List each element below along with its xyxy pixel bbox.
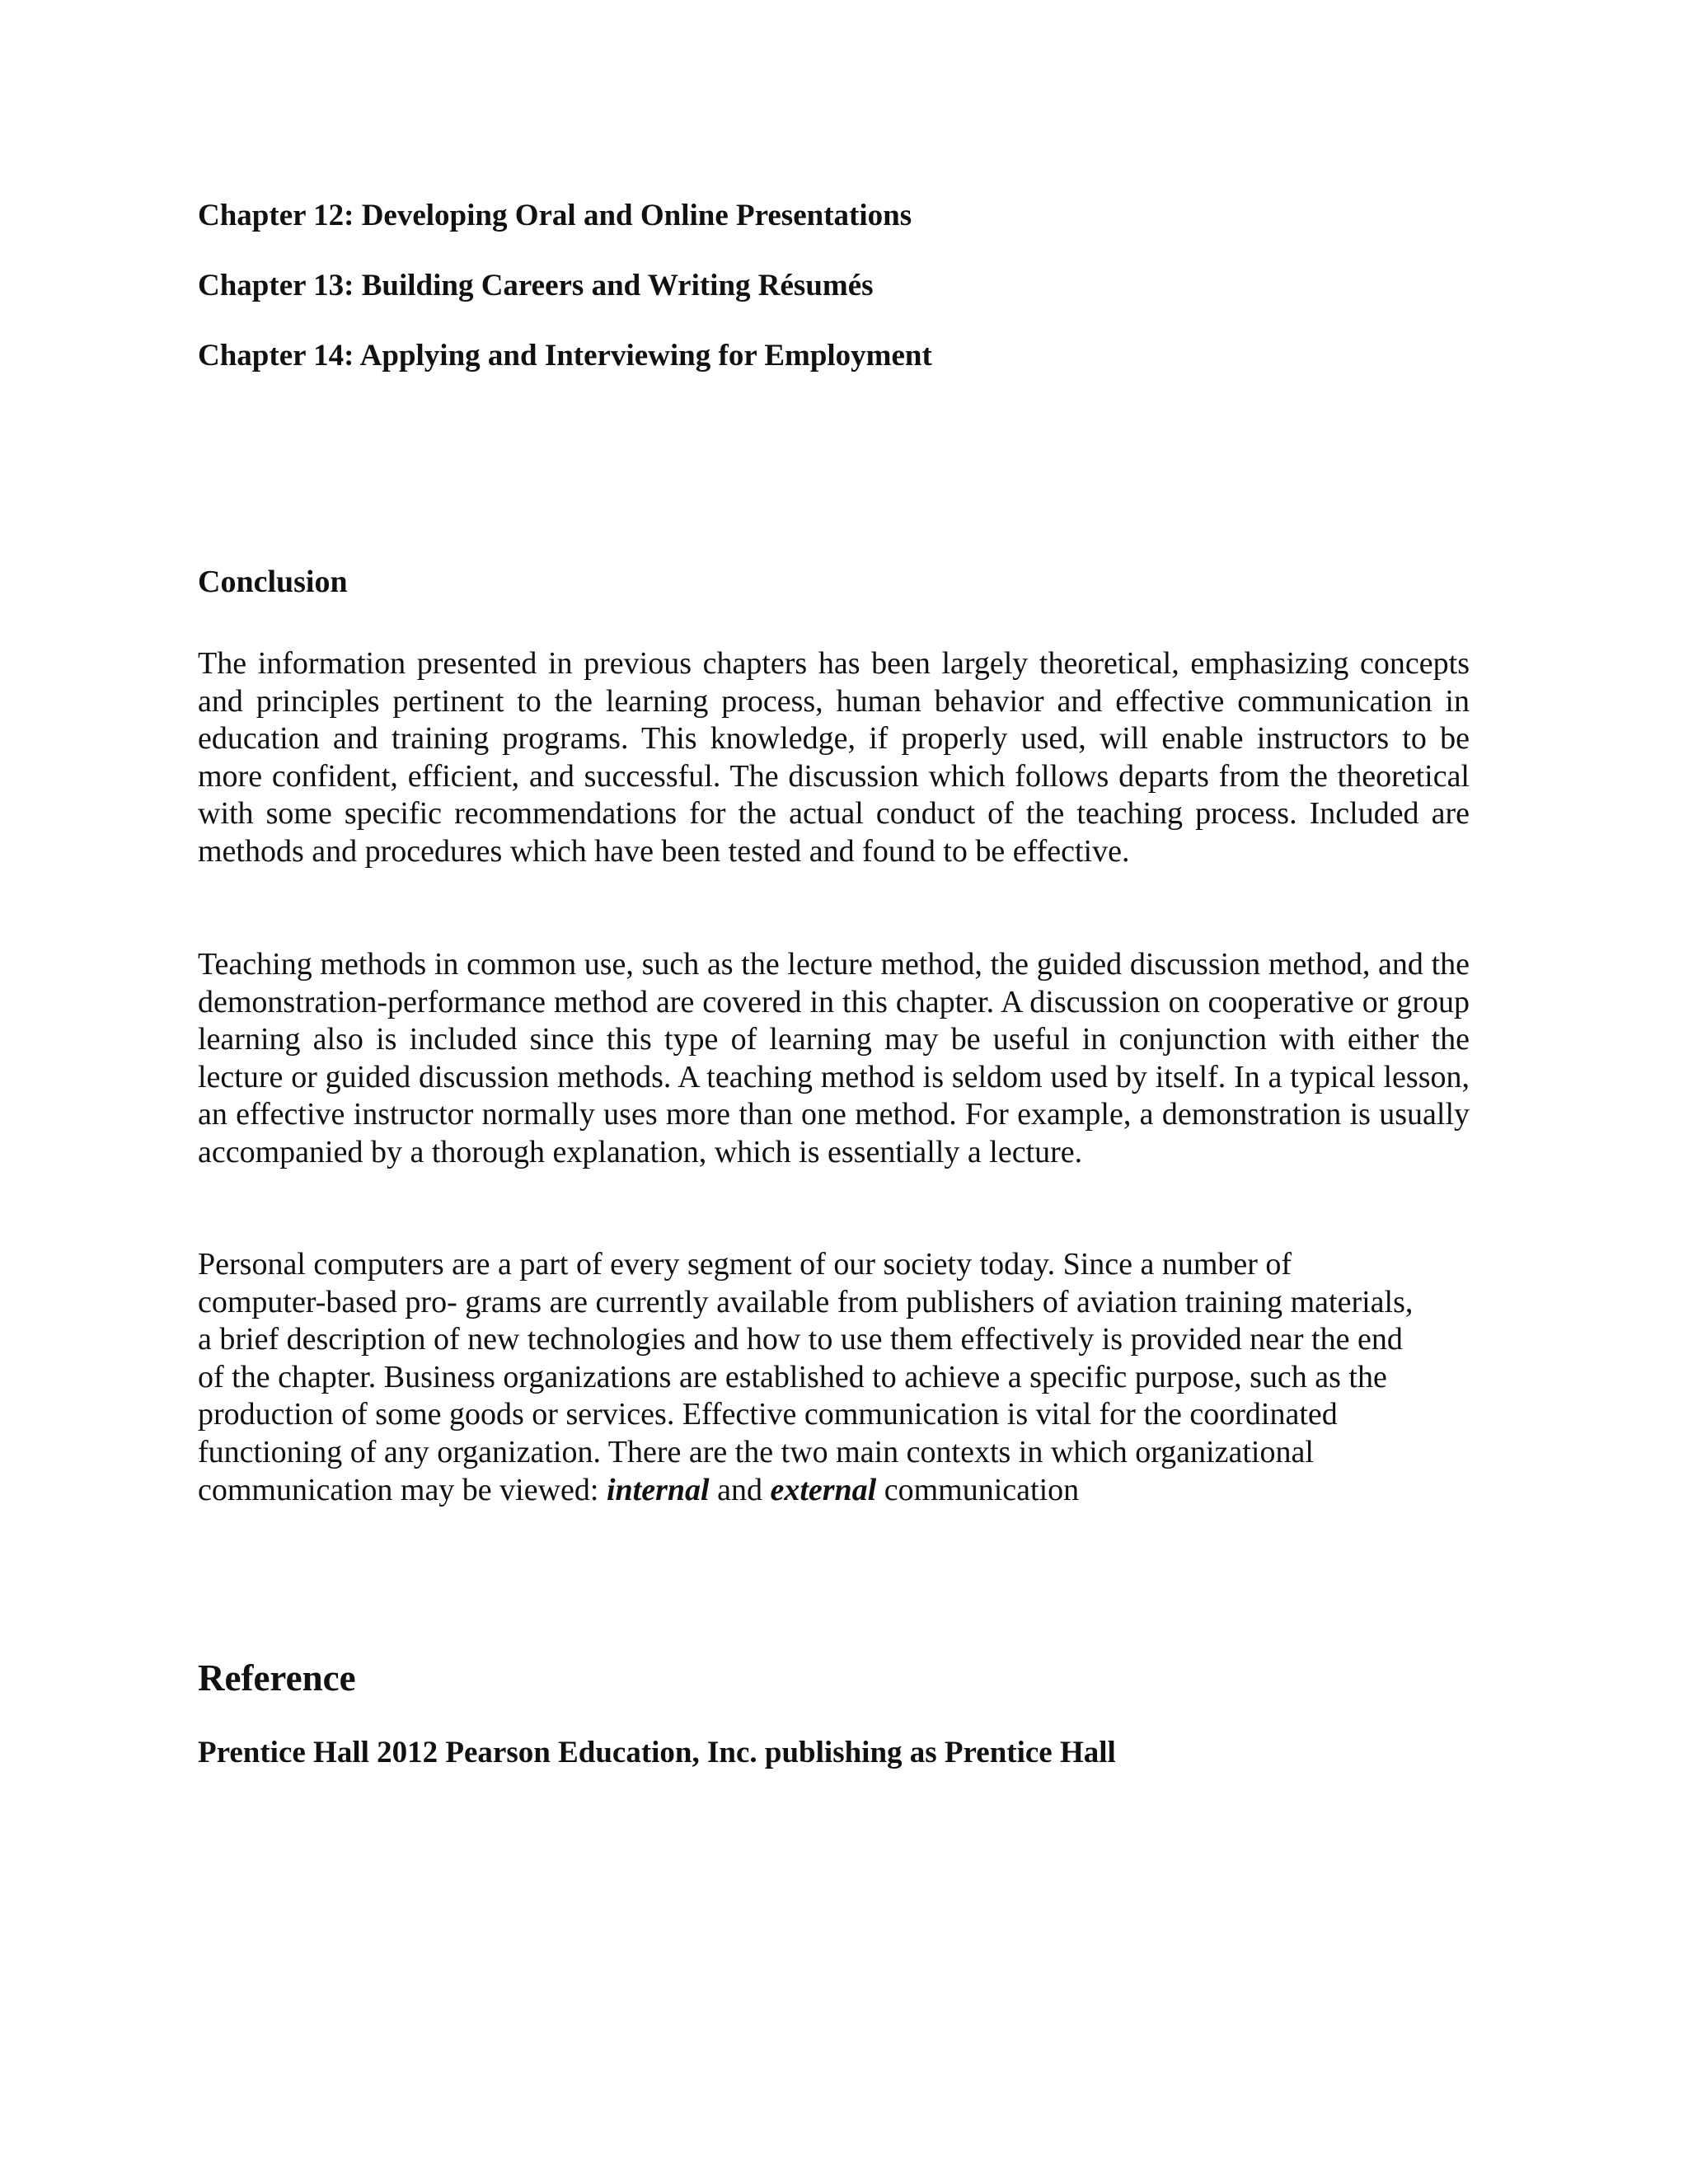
- reference-heading: Reference: [198, 1657, 356, 1699]
- paragraph-3-line: production of some goods or services. Effective communication is vital for the coordinated: [198, 1397, 1338, 1432]
- paragraph-3-line: functioning of any organization. There are the two main contexts in which organizational: [198, 1434, 1314, 1469]
- conclusion-paragraph-3: [198, 1246, 1470, 1509]
- paragraph-3-line: computer-based pro- grams are currently available from publishers of aviation training materials,: [198, 1284, 1414, 1319]
- paragraph-3-last-line: [198, 1472, 1470, 1510]
- emphasis-external: external: [770, 1472, 877, 1507]
- reference-citation: Prentice Hall 2012 Pearson Education, Inc. publishing as Prentice Hall: [198, 1736, 1116, 1769]
- emphasis-internal: internal: [606, 1472, 710, 1507]
- last-line-prefix: communication may be viewed:: [198, 1472, 607, 1507]
- last-line-middle: and: [709, 1472, 771, 1507]
- paragraph-3-line: a brief description of new technologies and how to use them effectively is provided near the end: [198, 1322, 1403, 1357]
- paragraph-3-line: Personal computers are a part of every segment of our society today. Since a number of: [198, 1247, 1292, 1282]
- last-line-suffix: communication: [876, 1472, 1080, 1507]
- chapter-13-title: Chapter 13: Building Careers and Writing Résumés: [198, 269, 874, 302]
- conclusion-paragraph-2: Teaching methods in common use, such as the lecture method, the guided discussion method, and the demonstration-performance method are covered in this chapter. A discussion on cooperative or group learning also is included since this type of learning may be useful in conjunction with either the lecture or guided discussion methods. A teaching method is seldom used by itself. In a typical lesson, an effective instructor normally uses more than one method. For example, a demonstration is usually accompanied by a thorough explanation, which is essentially a lecture.: [198, 947, 1470, 1169]
- paragraph-3-line: of the chapter. Business organizations are established to achieve a specific purpose, such as the: [198, 1359, 1387, 1394]
- chapter-14-title: Chapter 14: Applying and Interviewing for Employment: [198, 339, 932, 373]
- chapter-12-title: Chapter 12: Developing Oral and Online Presentations: [198, 199, 912, 232]
- conclusion-heading: Conclusion: [198, 565, 348, 599]
- conclusion-paragraph-1: The information presented in previous chapters has been largely theoretical, emphasizing concepts and principles pertinent to the learning process, human behavior and effective communication in education and training programs. This knowledge, if properly used, will enable instructors to be more confident, efficient, and successful. The discussion which follows departs from the theoretical with some specific recommendations for the actual conduct of the teaching process. Included are methods and procedures which have been tested and found to be effective.: [198, 646, 1470, 869]
